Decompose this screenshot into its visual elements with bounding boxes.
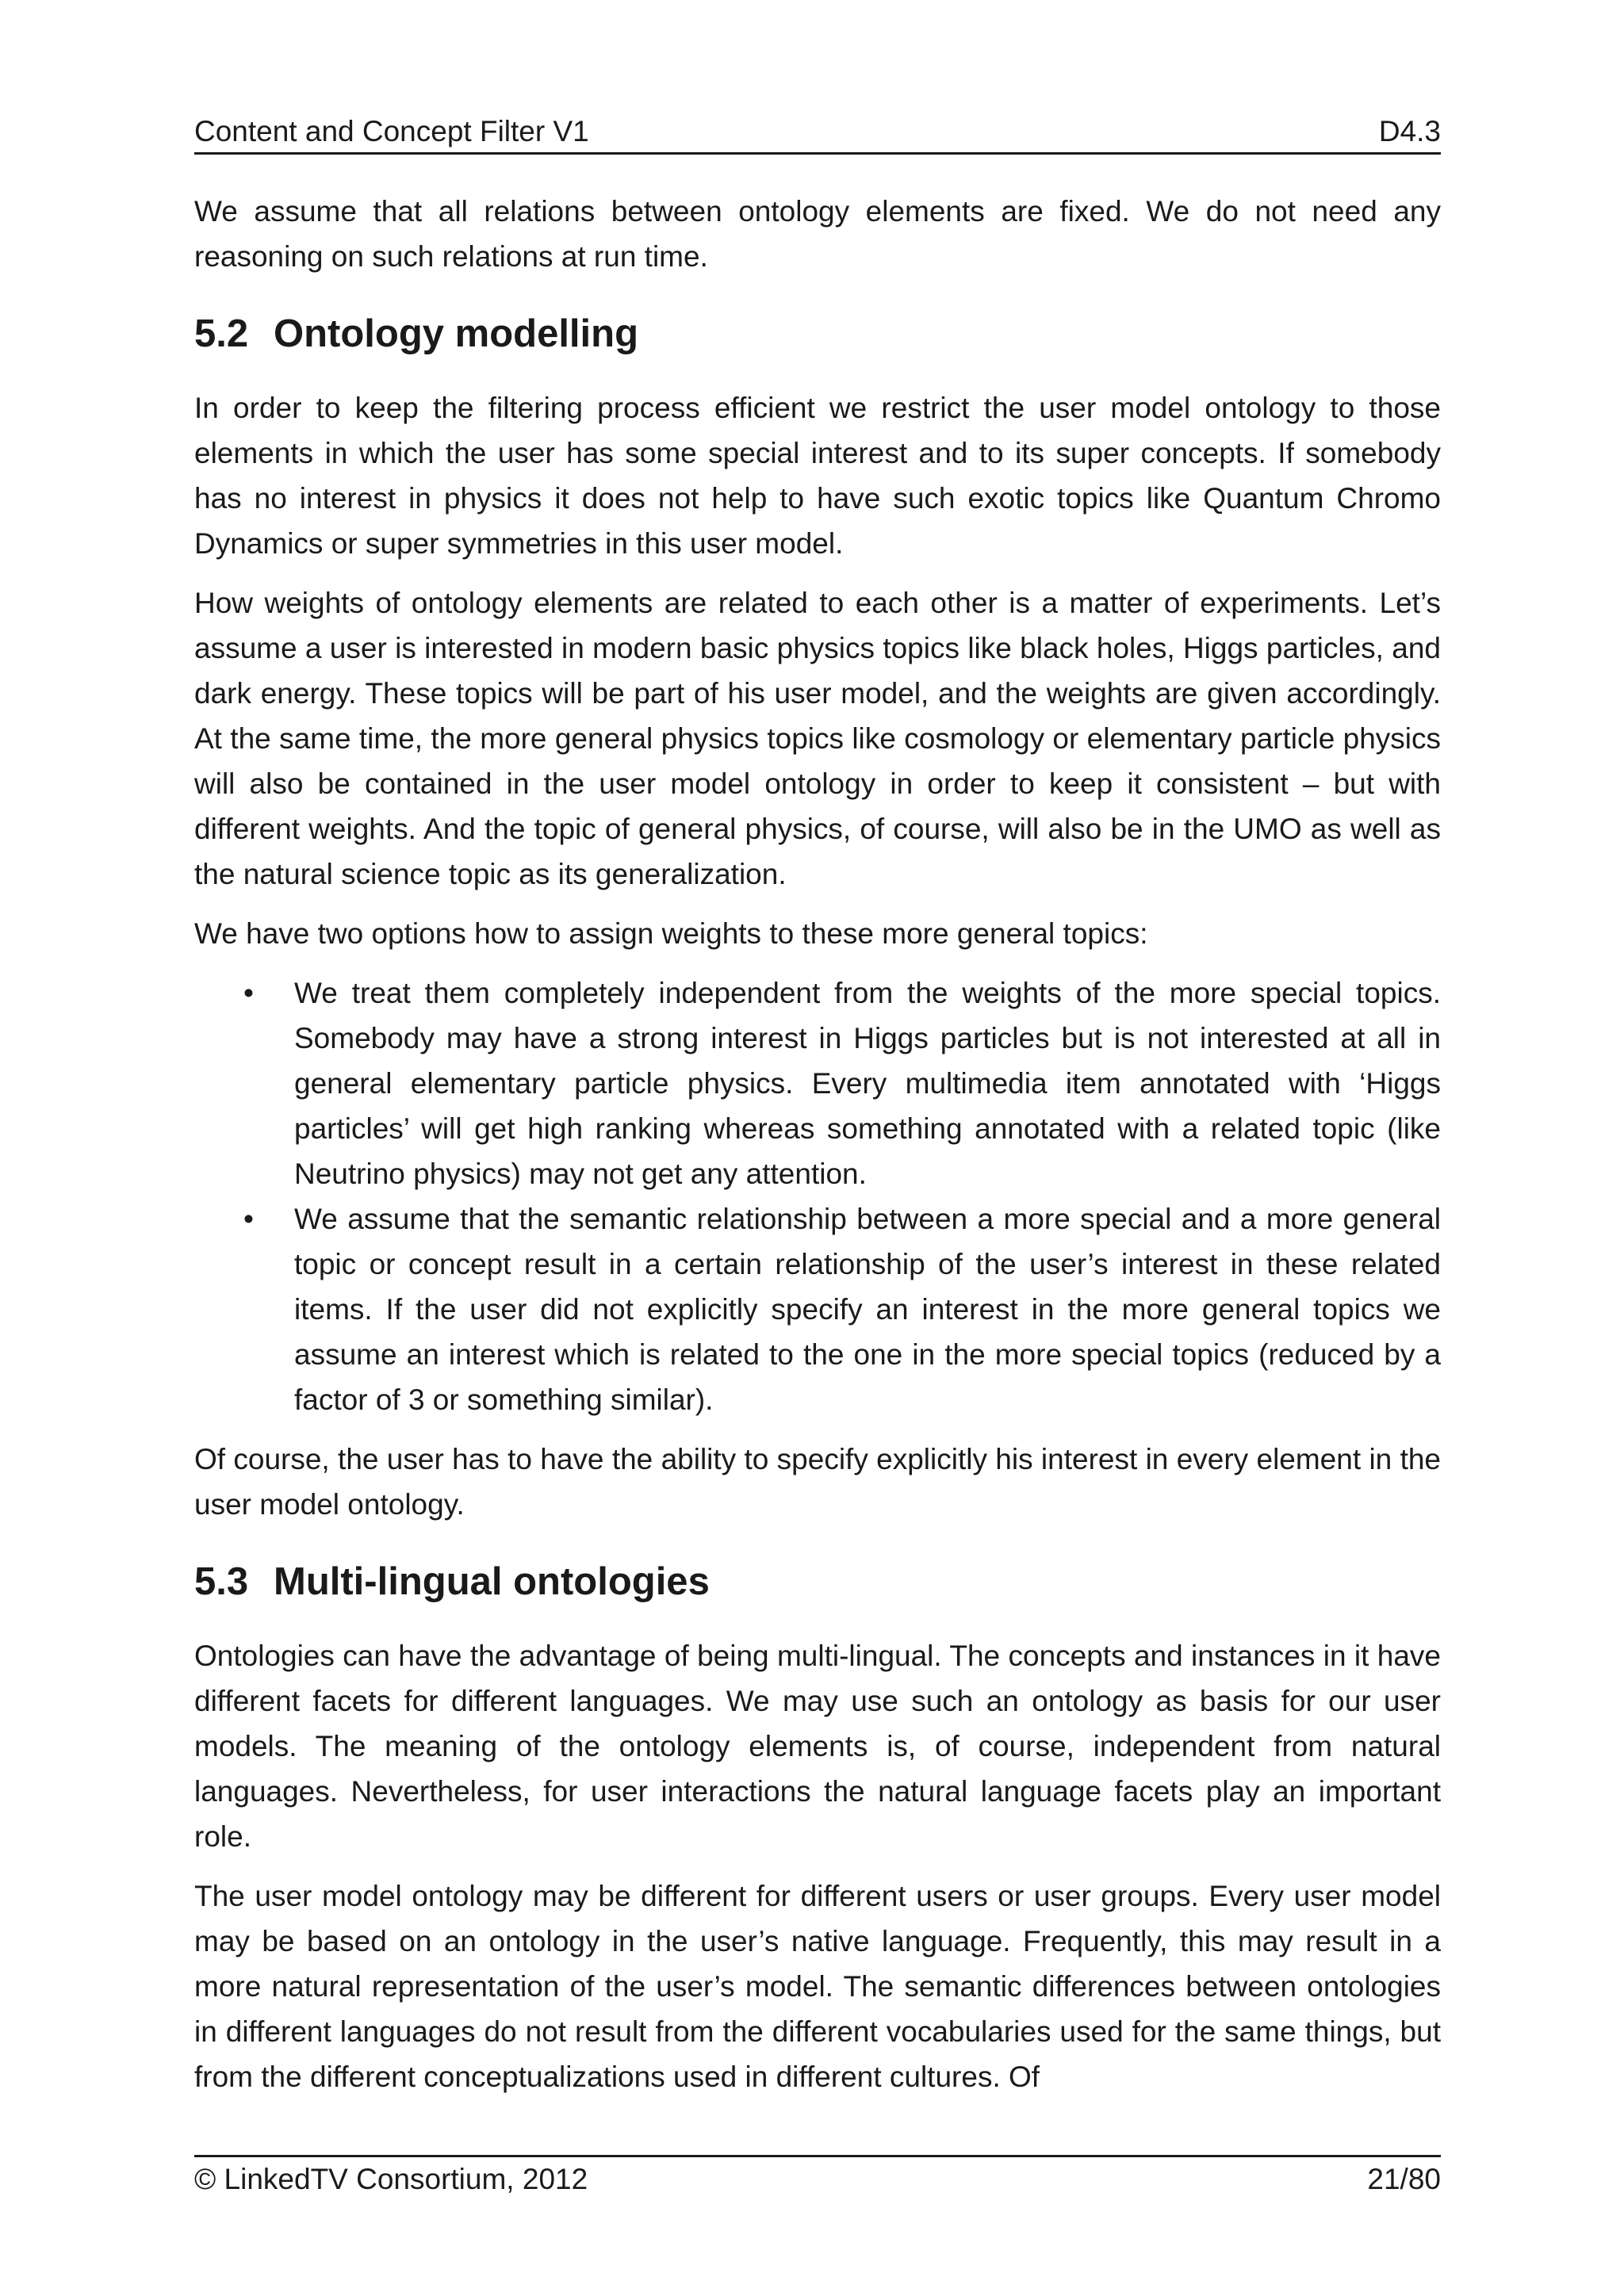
list-item: [194, 1196, 1441, 1422]
section-number: 5.2: [194, 312, 249, 355]
header-deliverable-id: D4.3: [1378, 115, 1441, 147]
paragraph: Ontologies can have the advantage of being multi-lingual. The concepts and instances in it have different facets for different languages. We may use such an ontology as basis for our user models. The meaning of the ontology elements is, of course, independent from natural languages. Nevertheless, for user interactions the natural language facets play an important role.: [194, 1640, 1441, 1853]
section-heading-5-2: [194, 309, 1441, 358]
section-title: Ontology modelling: [274, 312, 639, 355]
paragraph: How weights of ontology elements are related to each other is a matter of experiments. Let’s assume a user is interested in modern basic physics topics like black holes, Higgs particles, and dark energy. These topics will be part of his user model, and the weights are given accordingly. At the same time, the more general physics topics like cosmology or elementary particle physics will also be contained in the user model ontology in order to keep it consistent – but with different weights. And the topic of general physics, of course, will also be in the UMO as well as the natural science topic as its generalization.: [194, 587, 1441, 890]
paragraph: Of course, the user has to have the ability to specify explicitly his interest in every element in the user model ontology.: [194, 1443, 1441, 1521]
intro-paragraph: We assume that all relations between ontology elements are fixed. We do not need any reasoning on such relations at run time.: [194, 195, 1441, 273]
footer-copyright: © LinkedTV Consortium, 2012: [194, 2163, 588, 2195]
bullet-list: [194, 970, 1441, 1422]
list-item-text: We assume that the semantic relationship between a more special and a more general topic or concept result in a certain relationship of the user’s interest in these related items. If the user did not explicitly specify an interest in the more general topics we assume an interest which is related to the one in the more special topics (reduced by a factor of 3 or something similar).: [294, 1203, 1441, 1416]
header-title: Content and Concept Filter V1: [194, 115, 589, 147]
bullet-icon: •: [243, 1203, 254, 1235]
running-header: [194, 113, 1441, 155]
running-footer: [194, 2155, 1441, 2198]
page-number: 21/80: [1367, 2163, 1441, 2195]
section-title: Multi-lingual ontologies: [274, 1560, 710, 1603]
document-page: [194, 0, 1441, 2296]
paragraph: In order to keep the filtering process efficient we restrict the user model ontology to those elements in which the user has some special interest and to its super concepts. If somebody has no interest in physics it does not help to have such exotic topics like Quantum Chromo Dynamics or super symmetries in this user model.: [194, 392, 1441, 560]
bullet-icon: •: [243, 977, 254, 1009]
section-heading-5-3: [194, 1557, 1441, 1606]
paragraph: We have two options how to assign weights to these more general topics:: [194, 917, 1148, 950]
list-item: [194, 970, 1441, 1196]
list-item-text: We treat them completely independent from the weights of the more special topics. Somebody may have a strong interest in Higgs particles but is not interested at all in general elementary particle physics. Every multimedia item annotated with ‘Higgs particles’ will get high ranking whereas something annotated with a related topic (like Neutrino physics) may not get any attention.: [294, 977, 1441, 1190]
paragraph: The user model ontology may be different for different users or user groups. Every user model may be based on an ontology in the user’s native language. Frequently, this may result in a more natural representation of the user’s model. The semantic differences between ontologies in different languages do not result from the different vocabularies used for the same things, but from the different conceptualizations used in different cultures. Of: [194, 1880, 1441, 2093]
body-content: [194, 189, 1441, 2114]
section-number: 5.3: [194, 1560, 249, 1603]
